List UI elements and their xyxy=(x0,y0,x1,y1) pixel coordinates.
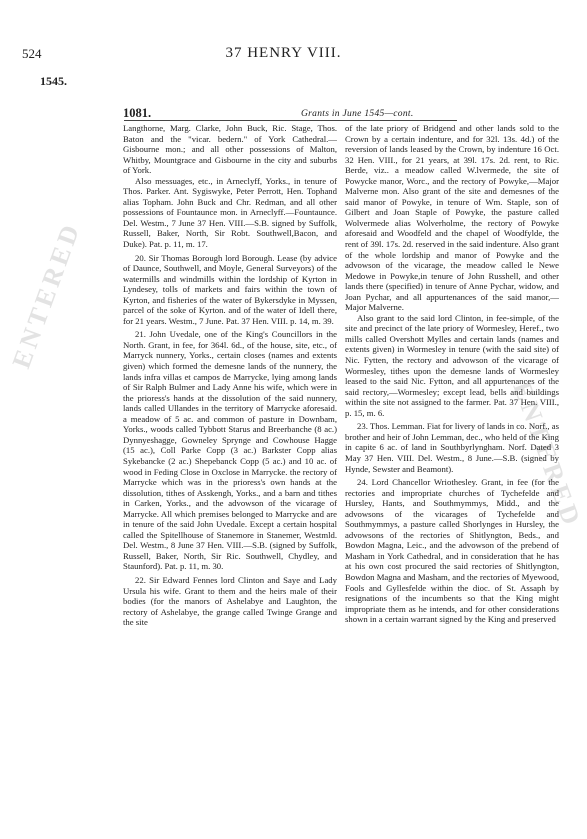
watermark-left: ENTERED xyxy=(6,217,87,373)
paragraph: 24. Lord Chancellor Wriothesley. Grant, in fee (for the rectories and impropriate churches of Tychefelde and Hursley, Hants, and Southmymmys, Midd., and the advowsons of the vicarages of Tychefelde and Southmymmys, a pasture called Shorlynges in Hursley, the advowsons of the rectories of Shitlyngton, Beds., and Bowdon Magna, Leic., and the advowson of the prebend of Masham in York Cathedral, and in consideration that he has at his own cost procured the said rectories of Shitlyngton, Bowdon Magna and Masham, and the rectories of Myewood, Fools and Gyllesfelde within the dioc. of St. Assaph by resignations of the incumbents so that the King might impropriate them as he intends, and for other considerations shown in a certain warrant signed by the King and preserved xyxy=(345,477,559,625)
watermark-right: ENTERED xyxy=(507,377,587,533)
paragraph: 22. Sir Edward Fennes lord Clinton and Saye and Lady Ursula his wife. Grant to them and the heirs male of their bodies (for the manors of Ashelabye and Laughton, the rectory of Ashelabye, the grange called Twinge Grange and the site xyxy=(123,574,337,628)
entry-number: 1081. xyxy=(123,106,152,120)
page-header xyxy=(0,46,567,66)
paragraph: Also messuages, etc., in Arneclyff, Yorks., in tenure of Thos. Parker. Ant. Sygiswyke, Peter Perrott, Hen. Tophand alias Topham. John Buck and Chr. Redman, and all other possessions of Fountaunce mon. in Arneclyff.—Fountaunce. Del. Westm., 7 June 37 Hen. VIII.—S.B. signed by Suffolk, Russell, Baker, North, Sir Robt. Southwell,Bacon, and Duke). Pat. p. 11, m. 17. xyxy=(123,175,337,250)
heading-rule xyxy=(124,120,457,121)
paragraph: 21. John Uvedale, one of the King's Councillors in the North. Grant, in fee, for 364l. 6d., of the house, site, etc., of Marryck nunnery, Yorks., certain closes (names and extents given) which formed the demesne lands of the nunnery, the lands infra villas et campos de Marrycke, lying among lands of Sir Ralph Bulmer and Lady Anne his wife, which were in the prioress's hands at the dissolution of the said nunnery, lands called Ullandes in the territory of Marrycke aforesaid. a meadow of 5 ac. and common of pasture in Downbam, Yorks., woods called Tybbott Starus and Breerbanche (8 ac.) Dynnyeshagge, Gowneley Sprynge and Cowhouse Hagge (15 ac.), Coll Parke Copp (3 ac.) Barkster Copp alias Sykebancke (2 ac.) Shepebanck Copp (5 ac.) and 10 ac. of wood in Feding Close in Oxclose in Marrycke. the rectory of Marrycke which was in the prioress's own hands at the dissolution, tithes of Asskengh, Yorks., and a barn and tithes in Carken, Yorks., and the advowson of the vicarage of Marrycke. All which premises belonged to Marrycke and are in tenure of the said John Uvedale. Except a certain hospital called the Spitellhouse of Stanemore in Stanemer, Westmld. Del. Westm., 8 June 37 Hen. VIII.—S.B. (signed by Suffolk, Russell, Baker, North, Sir Ric. Southwell, Chydley, and Staunford). Pat. p. 11, m. 30. xyxy=(123,329,337,572)
left-column xyxy=(123,123,337,628)
paragraph: 20. Sir Thomas Borough lord Borough. Lease (by advice of Daunce, Southwell, and Moyle, General Surveyors) of the watermills and windmills within the lordship of Kyrton in Lyndesey, tolls of markets and fairs within the town of Kyrton, and fisheries of the water of Bykersdyke in Myssen, parcel of the soke of Kyrton. and of the water of Idell there, for 21 years. Westm., 7 June. Pat. 37 Hen. VIII. p. 14, m. 39. xyxy=(123,252,337,326)
paragraph: 23. Thos. Lemman. Fiat for livery of lands in co. Norf., as brother and heir of John Lemman, dec., who held of the King in capite 6 ac. of land in Southbyrlyngham. Norf. Dated 3 May 37 Hen. VIII. Del. Westm., 8 June.—S.B. (signed by Hynde, Sewster and Beamont). xyxy=(345,421,559,474)
year-label: 1545. xyxy=(40,74,67,88)
paragraph: of the late priory of Bridgend and other lands sold to the Crown by a certain indenture, and for 32l. 13s. 4d.) of the reversion of lands leased by the Crown, by indenture 16 Oct. 32 Hen. VIII., for 21 years, at 39l. 17s. 2d. rent, to Ric. Berde, viz.. a meadow called W.lvermede, the site of Powycke manor, Worc., and the rectory of Powyke,—Major Malverne mon. Also grant of the site and demesnes of the said manor of Powyke, in tenure of Wm. Staple, son of Gilbert and Joan Staple of Powyke, the pasture called Wolvermede alias Wolverholme, the rectory of Powyke aforesaid and Woodfeld and the chapel of Woodfylde, the rent of 39l. 17s. 2d. reserved in the said indenture. Also grant of the whole lordship and manor of Powyke and the advowson of the vicarage, the meadow called le Newe Medowe in Powyke,in tenure of John Russhell, and other lands there (specified) in tenure of Anne Pychar, widow, and Joan Pychar, and all appurtenances of the said manor,—Major Malverne. xyxy=(345,123,559,313)
page-number: 524 xyxy=(22,46,42,61)
running-title: 37 HENRY VIII. xyxy=(225,45,342,61)
section-heading: Grants in June 1545—cont. xyxy=(301,109,414,119)
paragraph: Langthorne, Marg. Clarke, John Buck, Ric. Stage, Thos. Baton and the "vicar. bedern." of York Cathedral.—Gisbourne mon.; and all other possessions of Malton, Whitby, Mountgrace and Gisbourne in the city and suburbs of York. xyxy=(123,123,337,176)
right-column xyxy=(345,123,559,625)
paragraph: Also grant to the said lord Clinton, in fee-simple, of the site and precinct of the late priory of Wormesley, Heref., two mills called Overshott Mylles and certain lands (names and extents given) in Wormesley in tenure (with the said site) of Nic. Fytten, the rectory and advowson of the vicarage of Wormesley, tithes upon the demesne lands of Wormesley leased to the said Nic. Fytton, and all appurtenances of the said rectory,—Wormesley; except lead, bells and buildings within the site not assigned to the farmer. Pat. 37 Hen. VIII., p. 15, m. 6. xyxy=(345,312,559,418)
